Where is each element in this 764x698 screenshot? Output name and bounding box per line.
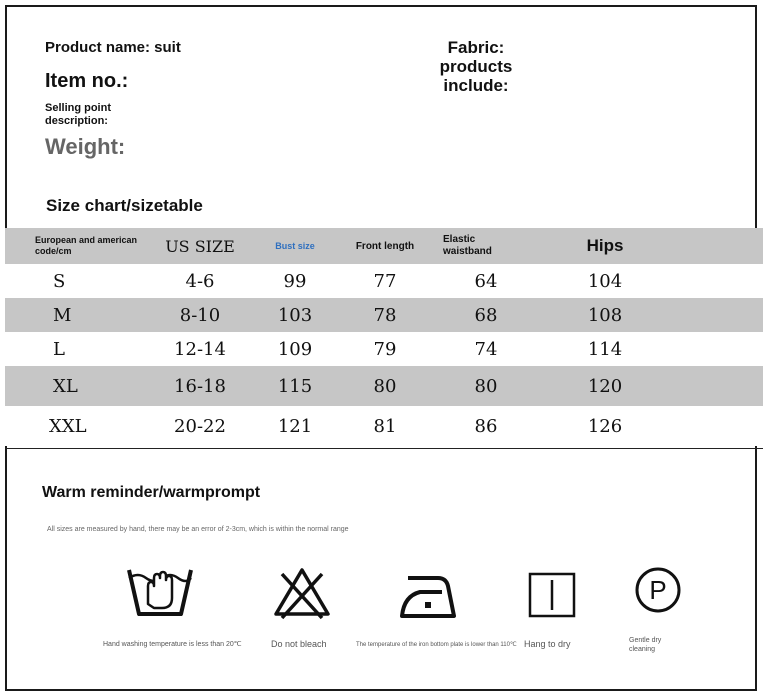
waistband-cell: 86 xyxy=(474,415,498,437)
table-header-row xyxy=(5,228,763,264)
fabric-label: Fabric: products include: xyxy=(439,38,513,95)
selling-point-label: Selling point description: xyxy=(45,102,111,127)
weight-label: Weight: xyxy=(45,134,126,159)
waistband-cell: 64 xyxy=(474,270,498,292)
waistband-cell: 80 xyxy=(474,375,498,397)
hips-cell: 120 xyxy=(587,375,623,397)
header-us-size: US SIZE xyxy=(165,236,235,256)
size-cell: S xyxy=(53,270,66,292)
us-size-cell: 12-14 xyxy=(174,338,226,360)
hang-dry-icon xyxy=(528,572,576,618)
hips-cell: 114 xyxy=(587,338,623,360)
bust-cell: 121 xyxy=(277,415,313,437)
item-no-label: Item no.: xyxy=(45,70,129,92)
table-row xyxy=(5,264,763,298)
header-front-length: Front length xyxy=(355,240,415,252)
table-row xyxy=(5,332,763,366)
front-length-cell: 80 xyxy=(373,375,397,397)
bust-cell: 99 xyxy=(283,270,307,292)
front-length-cell: 78 xyxy=(373,304,397,326)
header-eu-code: European and american code/cm xyxy=(35,235,138,256)
section-divider xyxy=(5,448,763,449)
measurement-note: All sizes are measured by hand, there may be an error of 2-3cm, which is within the normal range xyxy=(47,526,349,533)
bust-cell: 115 xyxy=(277,375,313,397)
svg-text:P: P xyxy=(649,575,667,605)
no-bleach-caption: Do not bleach xyxy=(271,639,327,649)
bust-cell: 109 xyxy=(277,338,313,360)
table-row xyxy=(5,298,763,332)
dry-clean-icon xyxy=(634,566,682,614)
waistband-cell: 68 xyxy=(474,304,498,326)
hips-cell: 108 xyxy=(587,304,623,326)
us-size-cell: 4-6 xyxy=(185,270,215,292)
hang-dry-caption: Hang to dry xyxy=(524,639,571,649)
header-hips: Hips xyxy=(586,236,624,255)
hips-cell: 126 xyxy=(587,415,623,437)
bust-cell: 103 xyxy=(277,304,313,326)
hand-wash-caption: Hand washing temperature is less than 20℃ xyxy=(103,641,242,648)
hand-wash-icon xyxy=(126,564,194,622)
front-length-cell: 81 xyxy=(373,415,397,437)
table-row xyxy=(5,366,763,406)
size-cell: M xyxy=(53,304,72,326)
us-size-cell: 20-22 xyxy=(174,415,226,437)
iron-caption: The temperature of the iron bottom plate is lower than 110℃ xyxy=(356,642,517,648)
size-cell: L xyxy=(53,338,65,360)
iron-icon xyxy=(398,572,456,620)
no-bleach-icon xyxy=(272,566,332,620)
table-row xyxy=(5,406,763,446)
dry-clean-caption: Gentle dry cleaning xyxy=(629,637,662,653)
waistband-cell: 74 xyxy=(474,338,498,360)
product-name-label: Product name: suit xyxy=(45,39,181,56)
warm-reminder-title: Warm reminder/warmprompt xyxy=(42,484,261,501)
size-chart-title: Size chart/sizetable xyxy=(46,196,203,215)
front-length-cell: 77 xyxy=(373,270,397,292)
us-size-cell: 8-10 xyxy=(179,304,221,326)
size-cell: XL xyxy=(53,375,78,397)
hips-cell: 104 xyxy=(587,270,623,292)
front-length-cell: 79 xyxy=(373,338,397,360)
header-bust-size: Bust size xyxy=(275,241,315,251)
header-elastic-waistband: Elastic waistband xyxy=(443,234,492,257)
size-cell: XXL xyxy=(49,415,87,437)
us-size-cell: 16-18 xyxy=(174,375,226,397)
